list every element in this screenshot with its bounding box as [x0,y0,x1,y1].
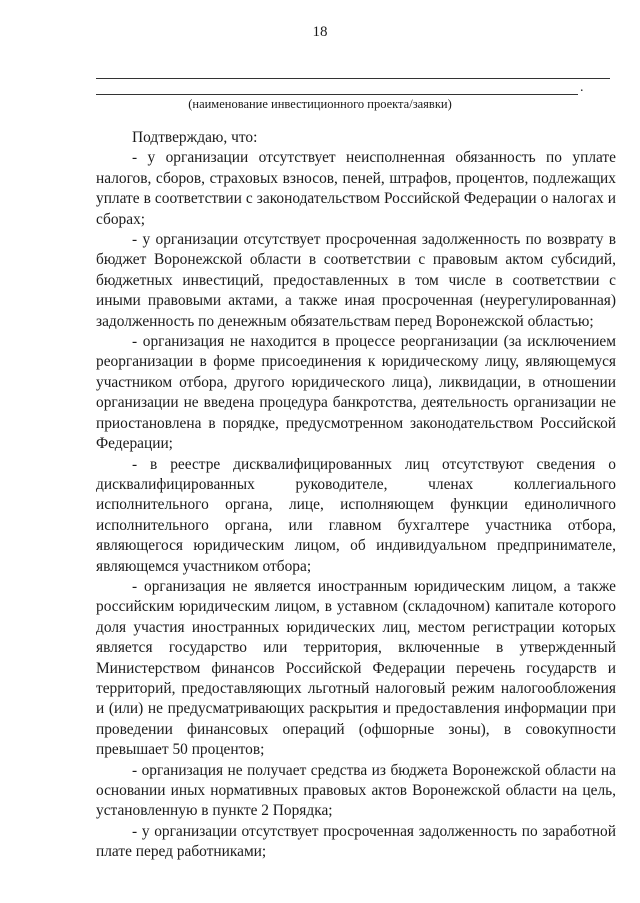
document-body [96,128,616,863]
paragraph-budget-funds: - организация не получает средства из бюджета Воронежской области на основании иных нормативных правовых актов Воронежской области на цель, установленную в пункте 2 Порядка; [96,761,616,820]
field-caption: (наименование инвестиционного проекта/заявки) [188,97,452,111]
page-number: 18 [312,24,328,40]
intro-paragraph: Подтверждаю, что: [132,129,258,146]
paragraph-reorganization: - организация не находится в процессе реорганизации (за исключением реорганизации в форме присоединения к юридическому лицу, являющемуся участником отбора, другого юридического лица), ликвидации, в отношении организации не введена процедура банкротства, деятельность организации не приостановлена в порядке, предусмотренном законодательством Российской Федерации; [96,333,616,453]
paragraph-wage-debt: - у организации отсутствует просроченная задолженность по заработной плате перед работниками; [96,822,616,861]
paragraph-disqualified-registry: - в реестре дисквалифицированных лиц отсутствуют сведения о дисквалифицированных руководителе, членах коллегиального исполнительного органа, лице, исполняющем функции единоличного исполнительного органа, или главном бухгалтере участника отбора, являющегося юридическим лицом, об индивидуальном предпринимателе, являющемся участником отбора; [96,455,616,575]
paragraph-budget-debt: - у организации отсутствует просроченная задолженность по возврату в бюджет Воронежской области в соответствии с правовым актом субсидий, бюджетных инвестиций, предоставленных в том числе в соответствии с иными правовыми актами, а также иная просроченная (неурегулированная) задолженность по денежным обязательствам перед Воронежской областью; [96,231,616,330]
blank-line-2 [96,94,578,95]
line-end-mark: . [580,80,584,95]
paragraph-tax: - у организации отсутствует неисполненная обязанность по уплате налогов, сборов, страховых взносов, пеней, штрафов, процентов, подлежащих уплате в соответствии с законодательством Российской Федерации о налогах и сборах; [96,149,616,228]
paragraph-foreign-entity: - организация не является иностранным юридическим лицом, а также российским юридическим лицом, в уставном (складочном) капитале которого доля участия иностранных юридических лиц, местом регистрации которых является государство или территория, включенные в утвержденный Министерством финансов Российской Федерации перечень государств и территорий, предоставляющих льготный налоговый режим налогообложения и (или) не предусматривающих раскрытия и предоставления информации при проведении финансовых операций (офшорные зоны), в совокупности превышает 50 процентов; [96,577,616,759]
blank-line-1 [96,78,610,79]
